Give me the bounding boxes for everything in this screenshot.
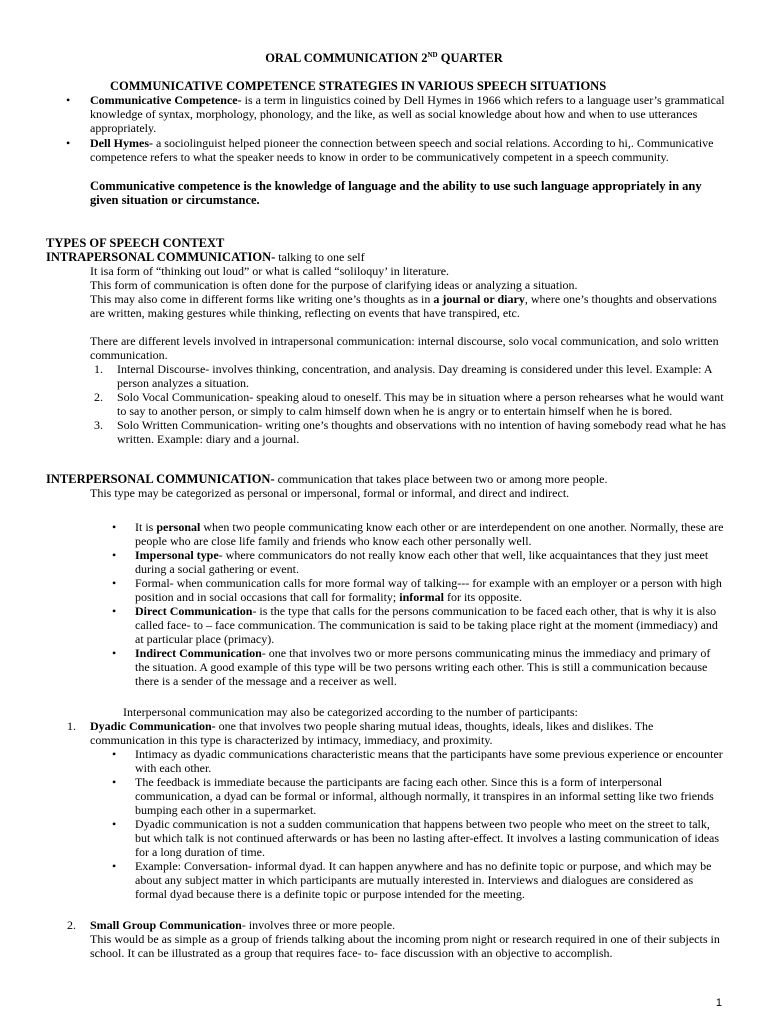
section-subtitle: COMMUNICATIVE COMPETENCE STRATEGIES IN VARIOUS SPEECH SITUATIONS [110,79,607,93]
interpersonal-heading: INTERPERSONAL COMMUNICATION- communication that takes place between two or among more people. [46,472,608,486]
types-heading: TYPES OF SPEECH CONTEXT [46,236,225,250]
intro-section [46,93,726,207]
bullet-impersonal: • Impersonal type- where communicators do not really know each other that well, like acquaintances that they just meet during a social gathering or event. [112,548,709,576]
list-item: 3. Solo Written Communication- writing one’s thoughts and observations with no intention of having somebody read what he has written. Example: diary and a journal. [94,418,726,446]
page-number: 1 [715,997,722,1009]
bullet-icon: • [112,548,117,562]
bullet-indirect: • Indirect Communication- one that involves two or more persons communicating minus the immediacy and primary of the situation. A good example of this type will be two persons writing each other. This is still a communication because there is a sender of the message and a receiver as well. [112,646,711,688]
dyadic-item: 1. Dyadic Communication- one that involves two people sharing mutual ideas, thoughts, ideals, likes and dislikes. The communication in this type is characterized by intimacy, immediacy, and proximity. [67,719,654,747]
definition-text: Communicative competence is the knowledge of language and the ability to use such language appropriately in any given situation or circumstance. [90,179,702,207]
bullet-formal: • Formal- when communication calls for more formal way of talking--- for example with an employer or a person with high position and in social occasions that call for formality; informal for its opposite. [112,576,722,604]
bullet-icon: • [112,520,117,534]
interpersonal-section [46,472,726,960]
list-item: • Dyadic communication is not a sudden communication that happens between two people who meet on the street to talk, but which talk is not continued afterwards or has been no lasting after-effect. It involves a lasting communication of ideas for a long duration of time. [112,817,720,859]
list-item: • The feedback is immediate because the participants are facing each other. Since this is a form of interpersonal communication, a dyad can be formal or informal, although normally, it transpires in an informal setting like two friends bumping each other in a supermarket. [112,775,714,817]
bullet-communicative-competence: • Communicative Competence- is a term in linguistics coined by Dell Hymes in 1966 which refers to a language user’s grammatical knowledge of syntax, morphology, phonology, and the like, as well as social knowledge about how and when to use utterances appropriately. [66,93,725,135]
intra-paragraph-2: This form of communication is often done for the purpose of clarifying ideas or analyzing a situation. [90,278,578,292]
intra-paragraph-1: It isa form of “thinking out loud” or what is called “soliloquy’ in literature. [90,264,450,278]
document-title: ORAL COMMUNICATION 2ND QUARTER [265,51,503,65]
list-item: • Intimacy as dyadic communications characteristic means that the participants have some previous experience or encounter with each other. [112,747,723,775]
small-group-item: 2. Small Group Communication- involves three or more people. [67,918,396,932]
intra-levels: There are different levels involved in intrapersonal communication: internal discourse, solo vocal communication, and solo written communication. [90,334,719,362]
list-item: 2. Solo Vocal Communication- speaking aloud to oneself. This may be in situation where a person rehearses what he would want to say to another person, or simply to calm himself down when he is angry or to entertain himself when he is bored. [94,390,724,418]
bullet-icon: • [66,136,71,150]
bullet-icon: • [112,576,117,590]
bullet-icon: • [112,817,117,831]
bullet-icon: • [66,93,71,107]
bullet-direct: • Direct Communication- is the type that calls for the persons communication to be faced each other, that is why it is also called face- to – face communication. The communication is said to be taking place right at the moment (immediacy) and at particular place (primacy). [112,604,718,646]
bullet-dell-hymes: • Dell Hymes- a sociolinguist helped pioneer the connection between speech and social relations. According to hi,. Communicative competence refers to what the speaker needs to know in order to be communicatively competent in a speech community. [66,136,714,164]
inter-participants: Interpersonal communication may also be categorized according to the number of participants: [123,705,578,719]
intrapersonal-heading: INTRAPERSONAL COMMUNICATION- talking to one self [46,250,365,264]
list-item: • Example: Conversation- informal dyad. It can happen anywhere and has no definite topic or purpose, and which may be about any subject matter in which participants are mutually interested in. Interviews and dialogues are considered as formal dyad because there is a definite topic or purpose intended for the meeting. [112,859,712,901]
small-group-desc: This would be as simple as a group of friends talking about the incoming prom night or research required in one of their subjects in school. It can be illustrated as a group that requires face- to- face discussion with an objective to accomplish. [90,932,720,960]
bullet-icon: • [112,646,117,660]
bullet-icon: • [112,859,117,873]
bullet-icon: • [112,604,117,618]
intra-paragraph-3: This may also come in different forms like writing one’s thoughts as in a journal or diary, where one’s thoughts and observations are written, making gestures while thinking, reflecting on events that have transpired, etc. [90,292,717,320]
bullet-icon: • [112,775,117,789]
list-item: 1. Internal Discourse- involves thinking, concentration, and analysis. Day dreaming is considered under this level. Example: A person analyzes a situation. [94,362,712,390]
bullet-personal: • It is personal when two people communicating know each other or are interdependent on one another. Normally, these are people who are close life family and friends who know each other personally well. [112,520,724,548]
types-section [46,236,726,446]
bullet-icon: • [112,747,117,761]
inter-categorized: This type may be categorized as personal or impersonal, formal or informal, and direct and indirect. [90,486,570,500]
